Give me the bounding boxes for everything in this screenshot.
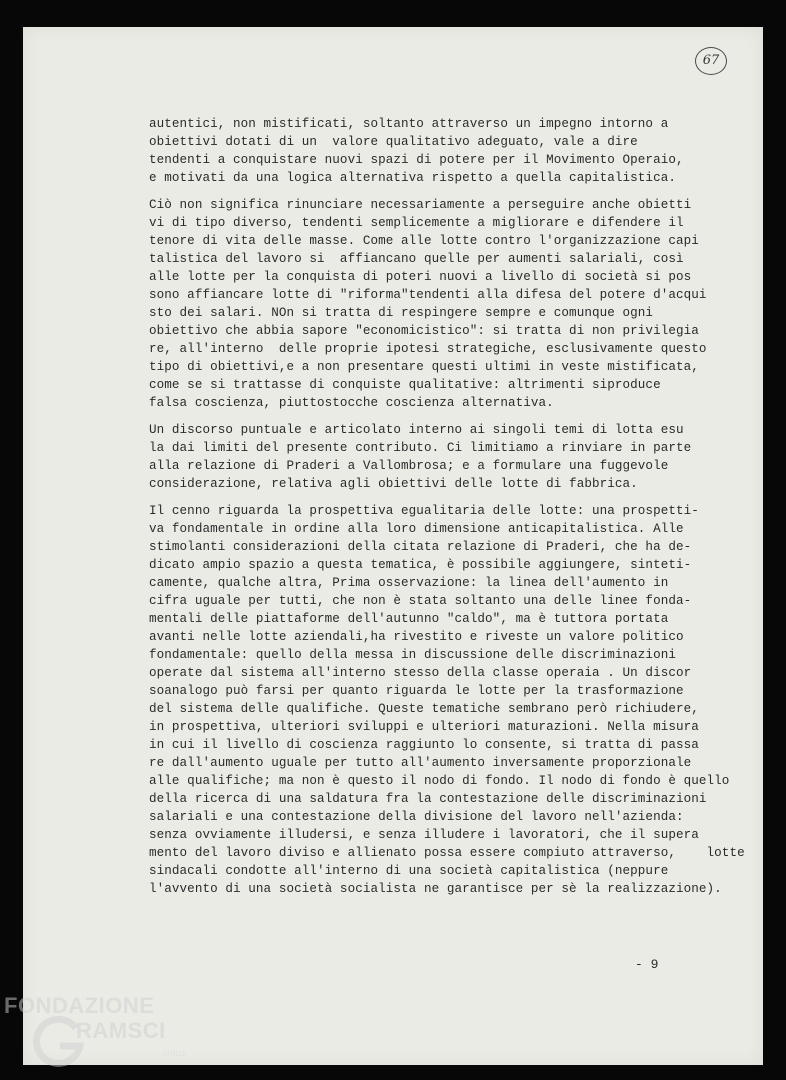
folio-stamp: 67 (695, 47, 727, 75)
text-line: in prospettiva, ulteriori sviluppi e ulteriori maturazioni. Nella misura (149, 720, 699, 734)
text-line: e motivati da una logica alternativa rispetto a quella capitalistica. (149, 171, 676, 185)
text-line: la dai limiti del presente contributo. Ci limitiamo a rinviare in parte (149, 441, 692, 455)
archive-watermark (0, 990, 200, 1080)
text-line: senza ovviamente illudersi, e senza illudere i lavoratori, che il supera (149, 828, 699, 842)
watermark-title: FONDAZIONE (4, 993, 155, 1018)
text-line: vi di tipo diverso, tendenti semplicemente a migliorare e difendere il (149, 216, 684, 230)
text-line: tendenti a conquistare nuovi spazi di potere per il Movimento Operaio, (149, 153, 684, 167)
text-line: alla relazione di Praderi a Vallombrosa; e a formulare una fuggevole (149, 459, 669, 473)
paragraph-1 (149, 115, 709, 187)
paragraph-2 (149, 196, 709, 412)
text-line: operate dal sistema all'interno stesso della classe operaia . Un discor (149, 666, 692, 680)
text-line: alle qualifiche; ma non è questo il nodo di fondo. Il nodo di fondo è quello (149, 774, 730, 788)
text-line: autentici, non mistificati, soltanto attraverso un impegno intorno a (149, 117, 669, 131)
text-line: l'avvento di una società socialista ne garantisce per sè la realizzazione). (149, 882, 722, 896)
text-line: tipo di obiettivi,e a non presentare questi ultimi in veste mistificata, (149, 360, 699, 374)
text-line: camente, qualche altra, Prima osservazione: la linea dell'aumento in (149, 576, 669, 590)
text-line: obiettivo che abbia sapore "economicistico": si tratta di non privilegia (149, 324, 699, 338)
text-line: del sistema delle qualifiche. Queste tematiche sembrano però richiudere, (149, 702, 699, 716)
text-line: Ciò non significa rinunciare necessariamente a perseguire anche obietti (149, 198, 692, 212)
text-line: sono affiancare lotte di "riforma"tendenti alla difesa del potere d'acqui (149, 288, 707, 302)
watermark-name: RAMSCI (76, 1018, 166, 1043)
text-line: tenore di vita delle masse. Come alle lotte contro l'organizzazione capi (149, 234, 699, 248)
text-line: stimolanti considerazioni della citata relazione di Praderi, che ha de- (149, 540, 692, 554)
text-line: soanalogo può farsi per quanto riguarda le lotte per la trasformazione (149, 684, 684, 698)
paragraph-4 (149, 502, 745, 898)
typewritten-page (23, 27, 763, 1065)
page-number: - 9 (635, 957, 659, 972)
text-line: mentali delle piattaforme dell'autunno "caldo", ma è tuttora portata (149, 612, 669, 626)
text-line: Un discorso puntuale e articolato interno ai singoli temi di lotta esu (149, 423, 684, 437)
watermark-suffix: onlus (162, 1048, 186, 1059)
text-line: dicato ampio spazio a questa tematica, è possibile aggiungere, sinteti- (149, 558, 692, 572)
text-line: salariali e una contestazione della divisione del lavoro nell'azienda: (149, 810, 684, 824)
document-body (149, 115, 745, 907)
text-line: va fondamentale in ordine alla loro dimensione anticapitalistica. Alle (149, 522, 684, 536)
text-line: fondamentale: quello della messa in discussione delle discriminazioni (149, 648, 676, 662)
text-line: della ricerca di una saldatura fra la contestazione delle discriminazioni (149, 792, 707, 806)
text-line: alle lotte per la conquista di poteri nuovi a livello di società si pos (149, 270, 692, 284)
text-line: in cui il livello di coscienza raggiunto lo consente, si tratta di passa (149, 738, 699, 752)
text-line: falsa coscienza, piuttostocche coscienza alternativa. (149, 396, 554, 410)
text-line: Il cenno riguarda la prospettiva egualitaria delle lotte: una prospetti- (149, 504, 699, 518)
text-line: cifra uguale per tutti, che non è stata soltanto una delle linee fonda- (149, 594, 692, 608)
text-line: sindacali condotte all'interno di una società capitalistica (neppure (149, 864, 669, 878)
text-line: come se si trattasse di conquiste qualitative: altrimenti siproduce (149, 378, 661, 392)
text-line: obiettivi dotati di un valore qualitativo adeguato, vale a dire (149, 135, 638, 149)
text-line: talistica del lavoro si affiancano quelle per aumenti salariali, così (149, 252, 684, 266)
text-line: avanti nelle lotte aziendali,ha rivestito e riveste un valore politico (149, 630, 684, 644)
text-line: considerazione, relativa agli obiettivi delle lotte di fabbrica. (149, 477, 638, 491)
text-line: re dall'aumento uguale per tutto all'aumento inversamente proporzionale (149, 756, 692, 770)
text-line: mento del lavoro diviso e allienato possa essere compiuto attraverso, lotte (149, 846, 745, 860)
text-line: sto dei salari. NOn si tratta di respingere sempre e comunque ogni (149, 306, 654, 320)
text-line: re, all'interno delle proprie ipotesi strategiche, esclusivamente questo (149, 342, 707, 356)
paragraph-3 (149, 421, 709, 493)
